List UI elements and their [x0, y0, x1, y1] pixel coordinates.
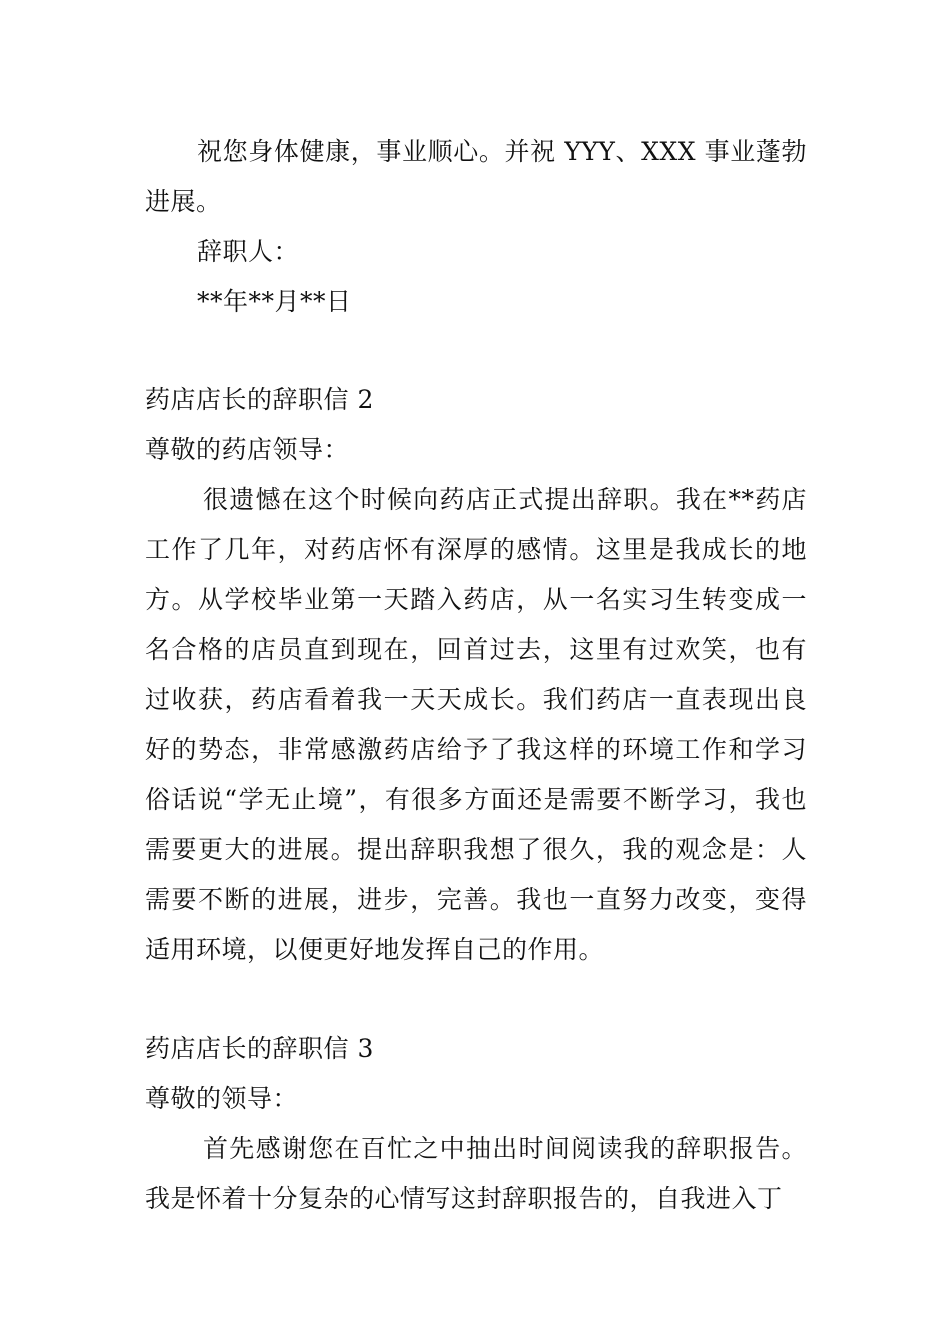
- letter3-body: 首先感谢您在百忙之中抽出时间阅读我的辞职报告。我是怀着十分复杂的心情写这封辞职报告的，自我进入丁: [145, 1134, 807, 1213]
- letter2-body: 很遗憾在这个时候向药店正式提出辞职。我在**药店工作了几年，对药店怀有深厚的感情。这里是我成长的地方。从学校毕业第一天踏入药店，从一名实习生转变成一名合格的店员直到现在，回首过去，这里有过欢笑，也有过收获，药店看着我一天天成长。我们药店一直表现出良好的势态，非常感激药店给予了我这样的环境工作和学习俗话说“学无止境”，有很多方面还是需要不断学习，我也需要更大的进展。提出辞职我想了很久，我的观念是：人需要不断的进展，进步，完善。我也一直努力改变，变得适用环境，以便更好地发挥自己的作用。: [145, 485, 807, 964]
- letter3-title: 药店店长的辞职信 3: [145, 1034, 374, 1063]
- signature-date: **年**月**日: [197, 287, 352, 316]
- letter3-salutation: 尊敬的领导：: [145, 1084, 299, 1113]
- closing-wish-paragraph: 祝您身体健康，事业顺心。并祝 YYY、XXX 事业蓬勃进展。: [145, 137, 807, 216]
- letter2-salutation: 尊敬的药店领导：: [145, 435, 350, 464]
- signature-label: 辞职人：: [197, 237, 300, 266]
- letter2-title: 药店店长的辞职信 2: [145, 385, 374, 414]
